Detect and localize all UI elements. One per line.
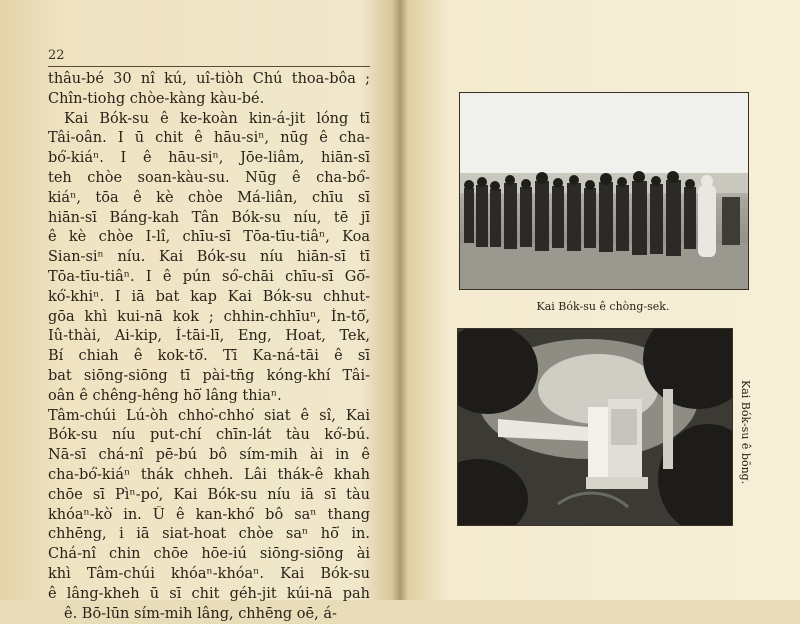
text-line: thâu-bé 30 nî kú, uî-tiòh Chú thoa-bôa ; bbox=[48, 71, 370, 87]
text-line: Sian-siⁿ níu. Kai Bók-su níu hiān-sī tī bbox=[48, 249, 370, 266]
text-line: oân ê chêng-hêng hō͘ lâng thiaⁿ. bbox=[48, 387, 282, 404]
text-line: bat siōng-siōng tī pài-tn̄g kóng-khí Tâi- bbox=[48, 367, 370, 384]
text-line: Tâm-chúi Lú-òh chho͘-chho͘ siat ê sî, Kai bbox=[48, 407, 370, 424]
text-line: kó͘-khiⁿ. I iā bat kap Kai Bók-su chhut- bbox=[48, 288, 370, 305]
text-line: chhēng, i iā siat-hoat chòe saⁿ hō͘ in. bbox=[48, 526, 370, 543]
text-line: cha-bó͘-kiáⁿ thák chheh. Lâi thák-ê khah bbox=[48, 466, 370, 483]
monument-illustration bbox=[458, 329, 732, 525]
text-line: gōa khì kui-nā kok ; chhin-chhīuⁿ, Ìn-tō͘, bbox=[48, 308, 370, 325]
text-line: khì Tâm-chúi khóaⁿ-khóaⁿ. Kai Bók-su bbox=[48, 565, 370, 582]
text-line: Chîn-tiohg chòe-kàng kàu-bé. bbox=[48, 90, 265, 107]
page-number: 22 bbox=[48, 48, 65, 63]
crowd-illustration bbox=[460, 93, 748, 289]
text-line: Kai Bók-su ê ke-koàn kin-á-jit lóng tī bbox=[64, 110, 370, 127]
text-line: ê kè chòe I-lî, chīu-sī Tōa-tīu-tiâⁿ, Koa bbox=[48, 229, 370, 246]
text-line: bó͘-kiáⁿ. I ê hāu-siⁿ, Jōe-liâm, hiān-sī bbox=[48, 150, 370, 167]
text-line: Bók-su níu put-chí chīn-lát tàu kó͘-bú. bbox=[48, 427, 370, 444]
text-line: teh chòe soan-kàu-su. Nūg ê cha-bó͘- bbox=[48, 169, 370, 186]
funeral-photo bbox=[459, 92, 749, 290]
text-line: Nā-sī chá-nî pē-bú bô sím-mih ài in ê bbox=[48, 447, 370, 464]
top-photo-caption: Kai Bók-su ê chòng-sek. bbox=[536, 300, 670, 313]
header-rule bbox=[48, 66, 370, 67]
bottom-photo-caption: Kai Bók-su ê bōng. bbox=[739, 380, 752, 485]
text-line: chōe sī Pìⁿ-po͘, Kai Bók-su níu iā sī tàu bbox=[48, 486, 370, 503]
text-line: ê. Bō-lūn sím-mih lâng, chhēng oē, á- bbox=[64, 605, 337, 622]
text-line: kiáⁿ, tōa ê kè chòe Má-liân, chīu sī bbox=[48, 189, 370, 206]
text-line: Chá-nî chin chōe hōe-iú siōng-siōng ài bbox=[48, 546, 370, 563]
text-line: Iû-thài, Ai-kip, Í-tāi-lī, Eng, Hoat, Tek, bbox=[48, 328, 370, 345]
text-line: khóaⁿ-kò͘ in. Ū ê kan-khó͘ bô saⁿ thang bbox=[48, 506, 370, 523]
text-line: Tōa-tīu-tiâⁿ. I ê pún só͘-chāi chīu-sī Gō͘- bbox=[48, 268, 370, 285]
text-line: ê lâng-kheh ū sī chit géh-jit kúi-nā pah bbox=[48, 585, 370, 602]
grave-photo bbox=[457, 328, 733, 526]
text-line: Bí chiah ê kok-tō͘. Tī Ka-ná-tāi ê sī bbox=[48, 348, 370, 365]
text-line: hiān-sī Báng-kah Tân Bók-su níu, tē jī bbox=[48, 209, 370, 226]
text-line: Tâi-oân. I ū chit ê hāu-siⁿ, nūg ê cha- bbox=[48, 130, 370, 147]
body-text bbox=[48, 70, 370, 624]
